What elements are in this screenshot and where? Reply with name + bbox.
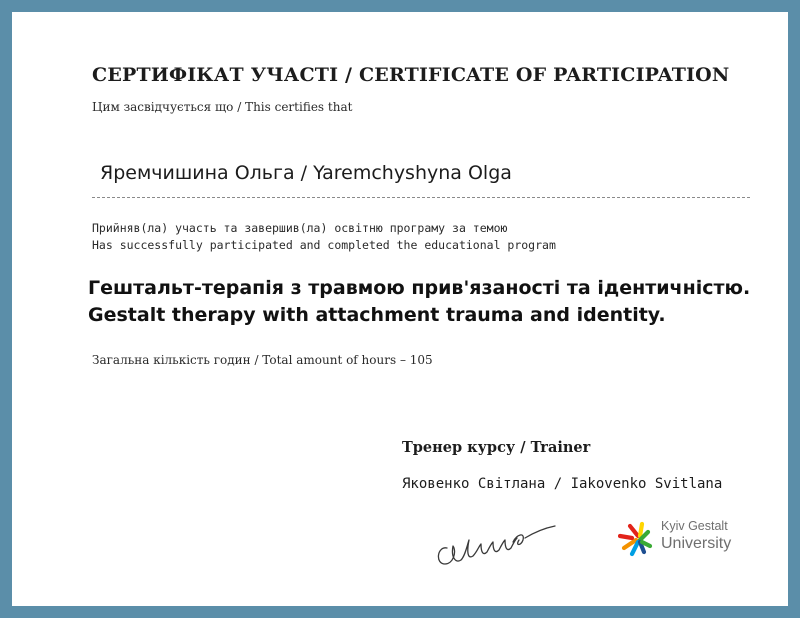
name-underline-divider xyxy=(92,197,750,198)
program-title-en: Gestalt therapy with attachment trauma and identity. xyxy=(88,304,666,326)
logo-text-line1: Kyiv Gestalt xyxy=(661,519,728,533)
program-title xyxy=(88,275,750,329)
total-hours: Загальна кількість годин / Total amount of hours – 105 xyxy=(92,353,433,367)
kyiv-gestalt-university-logo xyxy=(618,516,758,560)
completion-statement-en: Has successfully participated and completed the educational program xyxy=(92,238,556,252)
kgu-logo-text xyxy=(661,519,731,553)
recipient-name: Яремчишина Ольга / Yaremchyshyna Olga xyxy=(100,162,512,184)
trainer-label: Тренер курсу / Trainer xyxy=(402,439,591,456)
trainer-name: Яковенко Світлана / Iakovenko Svitlana xyxy=(402,476,723,492)
certificate-title: СЕРТИФІКАТ УЧАСТІ / CERTIFICATE OF PARTICIPATION xyxy=(92,64,730,86)
program-title-uk: Гештальт-терапія з травмою прив'язаності та ідентичністю. xyxy=(88,277,751,299)
completion-statement xyxy=(92,220,556,254)
logo-text-line2: University xyxy=(661,535,732,552)
certificate-sheet xyxy=(12,12,788,606)
completion-statement-uk: Прийняв(ла) участь та завершив(ла) освітню програму за темою xyxy=(92,221,508,235)
trainer-signature xyxy=(427,506,557,570)
kgu-logo-mark-icon xyxy=(618,518,660,558)
certifies-line: Цим засвідчується що / This certifies that xyxy=(92,100,353,114)
